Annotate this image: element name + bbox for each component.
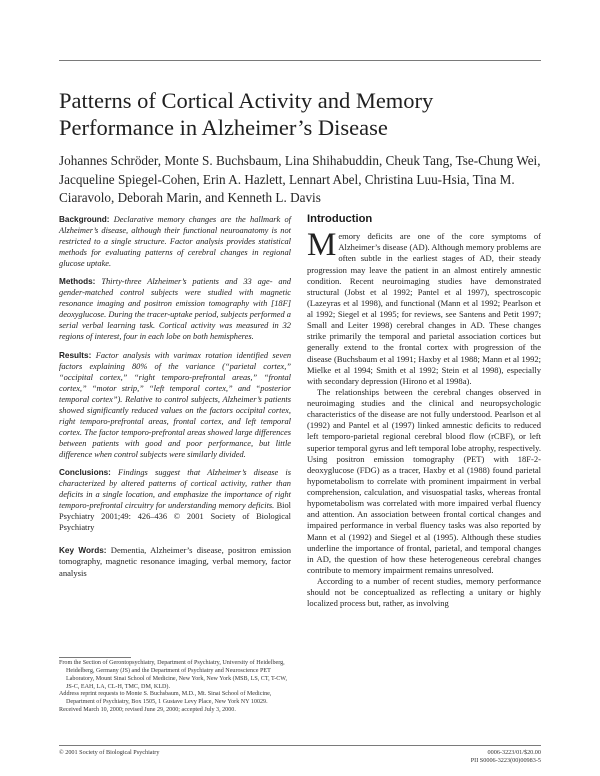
footnote-reprints: Address reprint requests to Monte S. Buchsbaum, M.D., Mt. Sinai School of Medicine, Department of Psychiatry, Box 1505, 1 Gustave Levy Place, New York NY 10029. <box>59 691 272 706</box>
conclusions-text: Findings suggest that Alzheimer’s disease is characterized by altered patterns of cortical activity, rather than deficits in a single location, and emphasize the importance of right temporo-prefrontal circuitry for understanding memory deficits. <box>59 467 292 511</box>
introduction <box>307 214 541 609</box>
article-ids <box>471 749 541 764</box>
abstract-conclusions <box>59 467 291 533</box>
author-list: Johannes Schröder, Monte S. Buchsbaum, Lina Shihabuddin, Cheuk Tang, Tse-Chung Wei, Jacqueline Spiegel-Cohen, Erin A. Hazlett, Lennart Abel, Christina Luu-Hsia, Tina M. Ciaravolo, Deborah Marin, and Kenneth L. Davis <box>59 153 541 205</box>
footnote-affiliation: From the Section of Gerontopsychiatry, Department of Psychiatry, University of Heidelberg, Heidelberg, Germany (JS) and the Department of Psychiatry and Neuroscience PET Laboratory, Mount Sinai School of Medicine, New York, New York (MSB, LS, CT, T-CW, JS-C, EAH, LA, CL-H, TMC, DM, KLD). <box>59 660 288 690</box>
intro-paragraph-1 <box>307 227 541 387</box>
citation: Biol Psychiatry 2001;49: 426–436 © 2001 Society of Biological Psychiatry <box>59 501 291 533</box>
footnote-received: Received March 10, 2000; revised June 29, 2000; accepted July 3, 2000. <box>59 707 236 714</box>
issn: 0006-3223/01/$20.00 <box>487 749 541 756</box>
keywords-label: Key Words: <box>59 546 107 556</box>
background-label: Background: <box>59 215 110 224</box>
intro-paragraph-3: According to a number of recent studies, memory performance should not be conceptualized as reflecting a unitary or highly localized process but, rather, as involving <box>307 576 541 609</box>
introduction-heading: Introduction <box>307 213 373 225</box>
results-text: Factor analysis with varimax rotation identified seven factors explaining 80% of the variance (“parietal cortex,” “occipital cortex,” “right temporo-prefrontal areas,” “frontal cortex,” “motor strip,” “left temporal cortex,” and “posterior temporal cortex”). Relative to control subjects, Alzheimer’s patients showed significantly reduced values on the factors occipital cortex, right temporo-prefrontal areas, frontal cortex, and left temporal cortex. The factor temporo-prefrontal areas showed large differences between patients with good and poor performance, but little difference when control subjects were similarly divided. <box>59 350 292 459</box>
drop-cap: M <box>307 227 337 264</box>
abstract-results <box>59 350 291 460</box>
bottom-rule <box>59 745 541 746</box>
intro-paragraph-2: The relationships between the cerebral changes observed in neuroimaging studies and the clinical and neuropsychologic characteristics of the disease are not fully understood. Pearlson et al (1992) and Pantel et al (1997) linked amnestic deficits to reduced left temporo-parietal regional cerebral blood flow (rCBF), or left superior temporal gyrus and left temporal lobe atrophy, respectively. Using positron emission tomography (PET) with 18F-2-deoxyglucose (FDG) as a tracer, Haxby et al (1988) found parietal hypometabolism to correlate with prominent impairment in verbal comprehension, calculation, and visuospatial tasks, whereas frontal hypometabolism was correlated with more impaired verbal fluency and attention. An association between frontal cortical changes and impaired performance in verbal fluency tasks was also reported by Mann et al (1992) and Siegel et al (1995). Although these studies underline the importance of frontal, parietal, and temporal changes in AD, the question of how these heterogeneous cerebral changes contribute to memory impairment remains unresolved. <box>307 386 541 575</box>
background-text: Declarative memory changes are the hallmark of Alzheimer’s disease, although their functional neuroanatomy is not restricted to a single structure. Factor analysis provides statistical methods for evaluating patterns of cerebral changes in regional glucose uptake. <box>59 215 292 269</box>
methods-label: Methods: <box>59 277 96 287</box>
top-rule <box>59 60 541 61</box>
paper-title: Patterns of Cortical Activity and Memory Performance in Alzheimer’s Disease <box>59 88 434 140</box>
methods-text: Thirty-three Alzheimer’s patients and 33 age- and gender-matched control subjects were studied with magnetic resonance imaging and positron emission tomography with [18F] deoxyglucose. During the tracer-uptake period, subjects performed a serial verbal learning task. Cortical activity was measured in 32 regions of interest, four in each lobe on both hemispheres. <box>59 277 291 342</box>
abstract-background <box>59 214 291 269</box>
keywords-text: Dementia, Alzheimer’s disease, positron emission tomography, magnetic resonance imaging, verbal memory, factor analysis <box>59 545 292 578</box>
abstract <box>59 214 291 586</box>
copyright: © 2001 Society of Biological Psychiatry <box>59 749 160 756</box>
conclusions-label: Conclusions: <box>59 467 111 477</box>
pii: PII S0006-3223(00)00983-5 <box>470 756 541 764</box>
intro-p1-text: emory deficits are one of the core symptoms of Alzheimer’s disease (AD). Although memory problems are often subtle in the earliest stages of AD, their steady progression may leave the patient in an almost entirely amnestic condition. Recent neuroimaging studies have demonstrated structural (Jobst et al 1992; Pantel et al 1997), spectroscopic (Lazeyras et al 1998), and functional (Mann et al 1992; Pearlson et al 1992; Siegel et al 1995; for reviews, see Santens and Petit 1997; Small and Leiter 1998) cerebral changes in AD. These changes strike primarily the temporal and parietal association cortices but generally extend to the frontal cortex with progression of the disease (Buchsbaum et al 1991; Haxby et al 1988; Mann et al 1992; Mielke et al 1994; Smith et al 1992; Stein et al 1998), especially with secondary depression (Hirono et al 1998a). <box>307 231 541 386</box>
footnotes <box>59 660 291 715</box>
key-words <box>59 545 291 579</box>
results-label: Results: <box>59 350 92 360</box>
abstract-methods <box>59 276 291 342</box>
footnote-rule <box>59 657 131 658</box>
